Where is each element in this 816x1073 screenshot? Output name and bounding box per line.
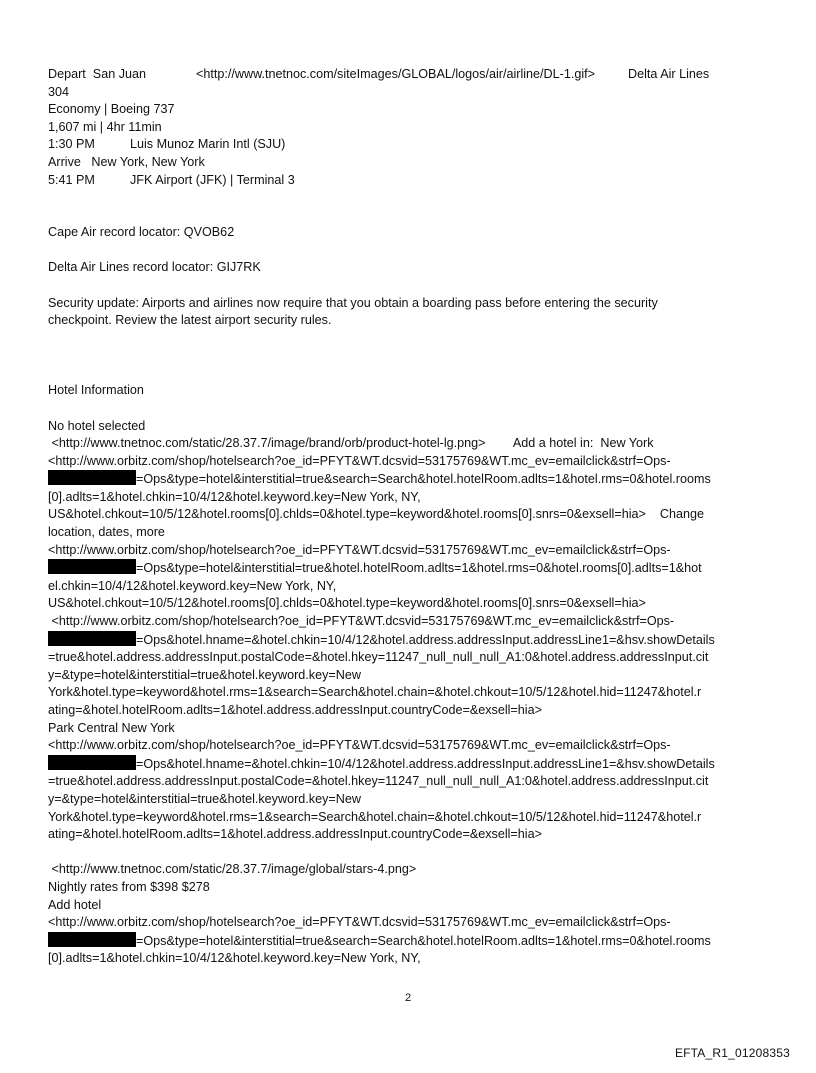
document-body bbox=[48, 66, 770, 968]
add-hotel-link[interactable]: Add hotel bbox=[48, 897, 102, 912]
redaction-bar bbox=[48, 932, 136, 947]
url-line[interactable]: US&hotel.chkout=10/5/12&hotel.rooms[0].chlds=0&hotel.type=keyword&hotel.rooms[0].snrs=0&exsell=hia> Change bbox=[48, 507, 704, 522]
url-line[interactable]: y=&type=hotel&interstitial=true&hotel.keyword.key=New bbox=[48, 791, 361, 806]
url-line[interactable]: ating=&hotel.hotelRoom.adlts=1&hotel.address.addressInput.countryCode=&exsell=hia> bbox=[48, 703, 542, 717]
cape-air-locator: Cape Air record locator: QVOB62 bbox=[48, 225, 235, 240]
url-line[interactable]: <http://www.orbitz.com/shop/hotelsearch?oe_id=PFYT&WT.dcsvid=53175769&WT.mc_ev=emailclick&strf=Ops- bbox=[48, 542, 671, 557]
hotel-heading: Hotel Information bbox=[48, 383, 144, 398]
url-line[interactable]: y=&type=hotel&interstitial=true&hotel.keyword.key=New bbox=[48, 667, 361, 682]
arrive-line: Arrive New York, New York bbox=[48, 154, 205, 169]
arrive-time-line: 5:41 PM JFK Airport (JFK) | Terminal 3 bbox=[48, 172, 295, 187]
security-update-line: checkpoint. Review the latest airport security rules. bbox=[48, 313, 332, 328]
url-line[interactable]: <http://www.orbitz.com/shop/hotelsearch?oe_id=PFYT&WT.dcsvid=53175769&WT.mc_ev=emailclick&strf=Ops- bbox=[48, 738, 671, 753]
nightly-rates: Nightly rates from $398 $278 bbox=[48, 879, 210, 894]
url-line[interactable]: York&hotel.type=keyword&hotel.rms=1&search=Search&hotel.chain=&hotel.chkout=10/5/12&hotel.hid=11247&hotel.r bbox=[48, 809, 702, 824]
flight-cabin: Economy | Boeing 737 bbox=[48, 102, 175, 117]
url-line[interactable]: ating=&hotel.hotelRoom.adlts=1&hotel.address.addressInput.countryCode=&exsell=hia> bbox=[48, 827, 542, 842]
url-line[interactable]: [0].adlts=1&hotel.chkin=10/4/12&hotel.keyword.key=New York, NY, bbox=[48, 489, 421, 504]
hotel-orb-line[interactable]: <http://www.tnetnoc.com/static/28.37.7/image/brand/orb/product-hotel-lg.png> Add a hotel in: New York bbox=[48, 436, 654, 451]
flight-distance: 1,607 mi | 4hr 11min bbox=[48, 119, 162, 134]
url-line[interactable]: =Ops&type=hotel&interstitial=true&hotel.hotelRoom.adlts=1&hotel.rms=0&hotel.rooms[0].adlts=1&hot bbox=[48, 559, 770, 578]
airline-logo-link[interactable]: <http://www.tnetnoc.com/siteImages/GLOBAL/logos/air/airline/DL-1.gif> bbox=[196, 67, 596, 81]
url-line[interactable]: US&hotel.chkout=10/5/12&hotel.rooms[0].chlds=0&hotel.type=keyword&hotel.rooms[0].snrs=0&exsell=hia> bbox=[48, 596, 646, 611]
flight-number: 304 bbox=[48, 84, 70, 99]
url-line[interactable]: el.chkin=10/4/12&hotel.keyword.key=New York, NY, bbox=[48, 578, 337, 593]
security-update-line: Security update: Airports and airlines now require that you obtain a boarding pass before entering the security bbox=[48, 295, 658, 310]
page-number: 2 bbox=[404, 992, 412, 1004]
delta-locator: Delta Air Lines record locator: GIJ7RK bbox=[48, 260, 261, 275]
url-line[interactable]: [0].adlts=1&hotel.chkin=10/4/12&hotel.keyword.key=New York, NY, bbox=[48, 951, 421, 966]
redaction-bar bbox=[48, 755, 136, 770]
redaction-bar bbox=[48, 631, 136, 646]
url-line[interactable]: <http://www.orbitz.com/shop/hotelsearch?oe_id=PFYT&WT.dcsvid=53175769&WT.mc_ev=emailclick&strf=Ops- bbox=[48, 915, 671, 930]
url-line[interactable]: =Ops&hotel.hname=&hotel.chkin=10/4/12&hotel.address.addressInput.addressLine1=&hsv.showDetails bbox=[48, 755, 770, 774]
no-hotel-text: No hotel selected bbox=[48, 418, 146, 433]
flight-depart-line: Depart San Juan <http://www.tnetnoc.com/siteImages/GLOBAL/logos/air/airline/DL-1.gif> Delta Air Lines bbox=[48, 67, 710, 81]
url-line[interactable]: <http://www.orbitz.com/shop/hotelsearch?oe_id=PFYT&WT.dcsvid=53175769&WT.mc_ev=emailclick&strf=Ops- bbox=[48, 453, 671, 468]
url-line[interactable]: =Ops&hotel.hname=&hotel.chkin=10/4/12&hotel.address.addressInput.addressLine1=&hsv.showDetails bbox=[48, 631, 770, 650]
redaction-bar bbox=[48, 470, 136, 485]
change-location-link[interactable]: location, dates, more bbox=[48, 525, 165, 540]
url-line[interactable]: =Ops&type=hotel&interstitial=true&search=Search&hotel.hotelRoom.adlts=1&hotel.rms=0&hotel.rooms bbox=[48, 932, 770, 951]
url-line[interactable]: =true&hotel.address.addressInput.postalCode=&hotel.hkey=11247_null_null_null_A1:0&hotel.address.addressInput.cit bbox=[48, 774, 709, 789]
url-line[interactable]: York&hotel.type=keyword&hotel.rms=1&search=Search&hotel.chain=&hotel.chkout=10/5/12&hotel.hid=11247&hotel.r bbox=[48, 685, 702, 700]
url-line[interactable]: <http://www.orbitz.com/shop/hotelsearch?oe_id=PFYT&WT.dcsvid=53175769&WT.mc_ev=emailclick&strf=Ops- bbox=[48, 614, 675, 629]
url-line[interactable]: =true&hotel.address.addressInput.postalCode=&hotel.hkey=11247_null_null_null_A1:0&hotel.address.addressInput.cit bbox=[48, 650, 709, 665]
redaction-bar bbox=[48, 559, 136, 574]
bates-number: EFTA_R1_01208353 bbox=[674, 1046, 790, 1060]
depart-time-line: 1:30 PM Luis Munoz Marin Intl (SJU) bbox=[48, 137, 286, 152]
url-line[interactable]: =Ops&type=hotel&interstitial=true&search=Search&hotel.hotelRoom.adlts=1&hotel.rms=0&hotel.rooms bbox=[48, 470, 770, 489]
hotel-name-link[interactable]: Park Central New York bbox=[48, 720, 175, 735]
stars-image-link[interactable]: <http://www.tnetnoc.com/static/28.37.7/image/global/stars-4.png> bbox=[48, 862, 417, 877]
